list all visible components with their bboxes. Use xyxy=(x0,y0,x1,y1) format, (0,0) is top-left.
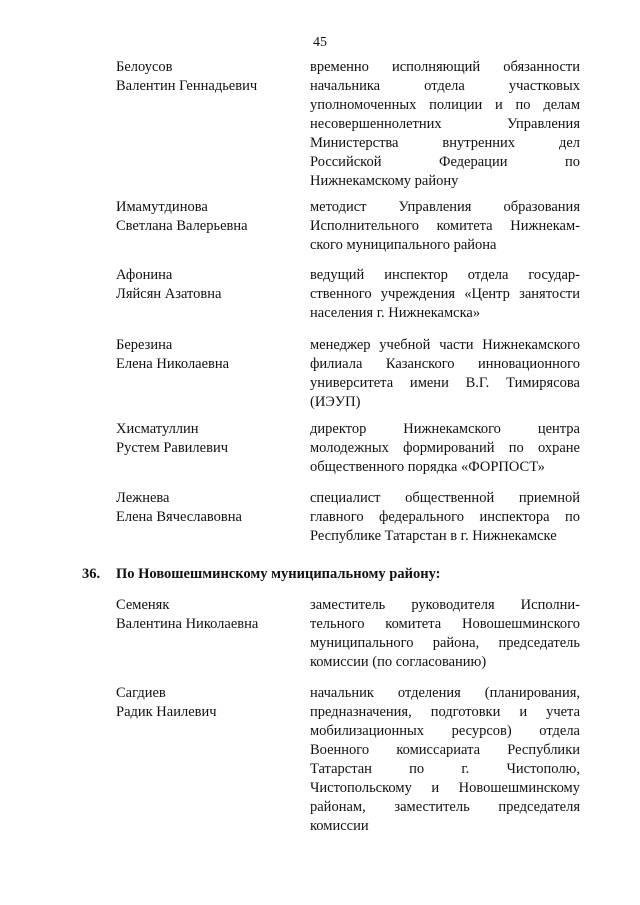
position-line: (ИЭУП) xyxy=(310,394,361,410)
surname: Семеняк xyxy=(116,597,170,613)
section-title: По Новошешминскому муниципальному району: xyxy=(116,566,441,582)
position-line: Исполнительного комитета Нижнекам- xyxy=(310,218,580,234)
given-names: Рустем Равилевич xyxy=(116,440,228,456)
person-position xyxy=(310,336,580,412)
position-line: директор Нижнекамского центра xyxy=(310,421,580,437)
person-name xyxy=(116,596,296,634)
surname: Белоусов xyxy=(116,59,173,75)
person-position xyxy=(310,684,580,836)
position-line: мобилизационных ресурсов) отдела xyxy=(310,723,580,739)
position-line: населения г. Нижнекамска» xyxy=(310,305,481,321)
given-names: Елена Николаевна xyxy=(116,356,230,372)
person-name xyxy=(116,489,296,527)
given-names: Елена Вячеславовна xyxy=(116,509,242,525)
position-line: предназначения, подготовки и учета xyxy=(310,704,580,720)
position-line: ведущий инспектор отдела государ- xyxy=(310,267,580,283)
person-position xyxy=(310,420,580,477)
given-names: Валентин Геннадьевич xyxy=(116,78,258,94)
position-line: уполномоченных полиции и по делам xyxy=(310,97,580,113)
position-line: Нижнекамскому району xyxy=(310,173,459,189)
position-line: муниципального района, председатель xyxy=(310,635,580,651)
person-name xyxy=(116,198,296,236)
person-position xyxy=(310,596,580,672)
surname: Хисматуллин xyxy=(116,421,199,437)
person-name xyxy=(116,58,296,96)
surname: Сагдиев xyxy=(116,685,166,701)
surname: Имамутдинова xyxy=(116,199,208,215)
person-position xyxy=(310,266,580,323)
position-line: общественного порядка «ФОРПОСТ» xyxy=(310,459,545,475)
position-line: университета имени В.Г. Тимирясова xyxy=(310,375,580,391)
position-line: Республике Татарстан в г. Нижнекамске xyxy=(310,528,557,544)
position-line: менеджер учебной части Нижнекамского xyxy=(310,337,580,353)
position-line: комиссии (по согласованию) xyxy=(310,654,487,670)
given-names: Ляйсян Азатовна xyxy=(116,286,222,302)
position-line: начальник отделения (планирования, xyxy=(310,685,580,701)
given-names: Радик Наилевич xyxy=(116,704,217,720)
position-line: начальника отдела участковых xyxy=(310,78,580,94)
position-line: комиссии xyxy=(310,818,369,834)
position-line: ственного учреждения «Центр занятости xyxy=(310,286,580,302)
position-line: Чистопольскому и Новошешминскому xyxy=(310,780,580,796)
position-line: заместитель руководителя Исполни- xyxy=(310,597,580,613)
section-number: 36. xyxy=(82,566,101,582)
page-number: 45 xyxy=(313,35,327,50)
position-line: Министерства внутренних дел xyxy=(310,135,580,151)
person-name xyxy=(116,684,296,722)
given-names: Светлана Валерьевна xyxy=(116,218,248,234)
position-line: Татарстан по г. Чистополю, xyxy=(310,761,580,777)
position-line: несовершеннолетних Управления xyxy=(310,116,580,132)
position-line: специалист общественной приемной xyxy=(310,490,580,506)
person-position xyxy=(310,58,580,191)
person-name xyxy=(116,336,296,374)
position-line: тельного комитета Новошешминского xyxy=(310,616,580,632)
position-line: главного федерального инспектора по xyxy=(310,509,580,525)
person-name xyxy=(116,266,296,304)
given-names: Валентина Николаевна xyxy=(116,616,259,632)
position-line: Военного комиссариата Республики xyxy=(310,742,580,758)
surname: Лежнева xyxy=(116,490,170,506)
section-heading xyxy=(82,565,602,584)
position-line: методист Управления образования xyxy=(310,199,580,215)
position-line: районам, заместитель председателя xyxy=(310,799,580,815)
position-line: молодежных формирований по охране xyxy=(310,440,580,456)
surname: Афонина xyxy=(116,267,173,283)
position-line: ского муниципального района xyxy=(310,237,497,253)
person-name xyxy=(116,420,296,458)
surname: Березина xyxy=(116,337,173,353)
position-line: временно исполняющий обязанности xyxy=(310,59,580,75)
person-position xyxy=(310,198,580,255)
position-line: филиала Казанского инновационного xyxy=(310,356,580,372)
position-line: Российской Федерации по xyxy=(310,154,580,170)
person-position xyxy=(310,489,580,546)
